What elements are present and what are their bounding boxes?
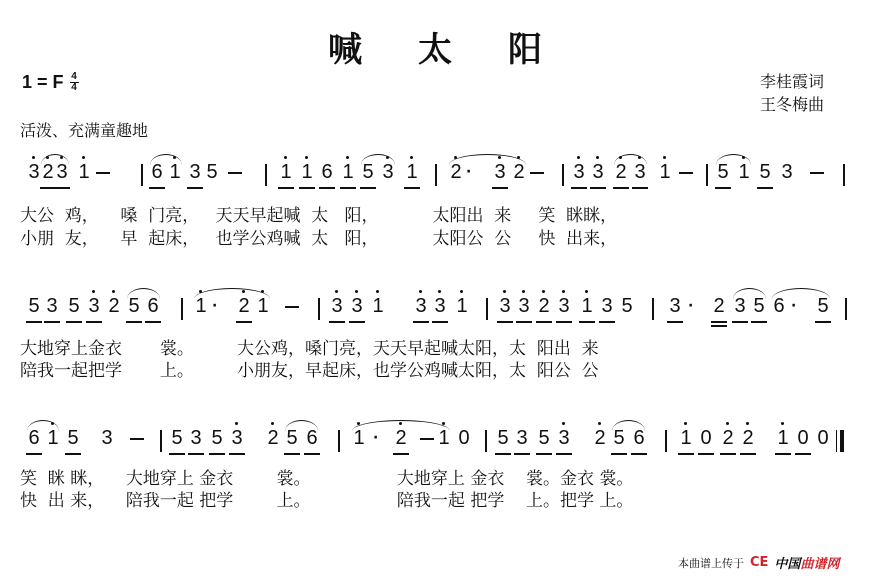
octave-dot: [92, 290, 95, 293]
octave-dot: [726, 422, 729, 425]
eighth-underline: [188, 453, 204, 455]
eighth-underline: [340, 187, 356, 189]
note: 5: [758, 162, 772, 182]
eighth-underline: [169, 453, 185, 455]
footer-credit: [678, 553, 839, 572]
eighth-underline: [404, 187, 420, 189]
augmentation-dot: ·: [688, 298, 694, 314]
barline: [141, 164, 143, 186]
note: 5: [537, 428, 551, 448]
eighth-underline: [715, 187, 731, 189]
octave-dot: [598, 422, 601, 425]
note: 3: [591, 162, 605, 182]
eighth-underline: [284, 453, 300, 455]
note: 6: [320, 162, 334, 182]
barline: [435, 164, 437, 186]
slur: [150, 154, 182, 165]
octave-dot: [271, 422, 274, 425]
time-signature: [70, 72, 79, 93]
barline: [652, 298, 654, 320]
eighth-underline: [536, 321, 552, 323]
slur: [41, 154, 69, 165]
note: 3: [668, 296, 682, 316]
note: 1: [300, 162, 314, 182]
note: 3: [433, 296, 447, 316]
sustain-dash: [530, 172, 544, 174]
eighth-underline: [145, 321, 161, 323]
eighth-underline: [26, 453, 42, 455]
octave-dot: [410, 156, 413, 159]
sustain-dash: [228, 172, 242, 174]
note: 2: [107, 296, 121, 316]
eighth-underline: [720, 453, 736, 455]
eighth-underline: [698, 453, 714, 455]
note: 3: [633, 162, 647, 182]
eighth-underline: [711, 321, 727, 323]
slur: [733, 288, 766, 299]
augmentation-dot: ·: [373, 430, 379, 446]
slur: [127, 288, 160, 299]
note: 1: [46, 428, 60, 448]
note: 5: [361, 162, 375, 182]
octave-dot: [305, 156, 308, 159]
lyrics-row-2-verse-2: 陪我一起把学 上。 小朋友，早起床，也学公鸡喊太阳，太 阳公 公: [20, 361, 599, 381]
note: 6: [150, 162, 164, 182]
barline: [265, 164, 267, 186]
eighth-underline: [360, 187, 376, 189]
upload-text: 本曲谱上传于: [678, 556, 744, 570]
note: 2: [721, 428, 735, 448]
eighth-underline: [536, 453, 552, 455]
eighth-underline: [667, 321, 683, 323]
eighth-underline: [514, 453, 530, 455]
note: 2: [741, 428, 755, 448]
slur: [285, 420, 318, 431]
eighth-underline: [732, 321, 748, 323]
note: 3: [517, 296, 531, 316]
eighth-underline: [678, 453, 694, 455]
note: 0: [796, 428, 810, 448]
note: 5: [27, 296, 41, 316]
note: 1: [279, 162, 293, 182]
eighth-underline: [556, 453, 572, 455]
note: 2: [512, 162, 526, 182]
octave-dot: [522, 290, 525, 293]
sustain-dash: [810, 172, 824, 174]
note: 5: [127, 296, 141, 316]
note: 3: [101, 427, 113, 449]
key-signature: [22, 72, 79, 93]
note: 1: [352, 428, 366, 448]
note: 0: [458, 427, 470, 449]
eighth-underline: [590, 187, 606, 189]
song-title: 喊太阳: [328, 30, 598, 70]
note: 1: [437, 428, 451, 448]
barline: [665, 430, 667, 452]
note: 3: [381, 162, 395, 182]
eighth-underline: [795, 453, 811, 455]
note: 5: [716, 162, 730, 182]
time-sig-numerator: 4: [71, 71, 77, 82]
note: 5: [285, 428, 299, 448]
note: 6: [773, 295, 785, 317]
octave-dot: [112, 290, 115, 293]
slur: [361, 154, 395, 165]
note: 3: [414, 296, 428, 316]
key-label: 1 = F: [22, 72, 64, 92]
note: 6: [27, 428, 41, 448]
composer: 王冬梅曲: [760, 95, 825, 114]
octave-dot: [460, 290, 463, 293]
note: 3: [330, 296, 344, 316]
note: 3: [781, 161, 793, 183]
lyrics-row-3-verse-2: 快 出 来， 陪我一起 把学 上。 陪我一起 把学 上。把学 上。: [20, 491, 634, 511]
note: 5: [206, 161, 218, 183]
staff-row-1: [0, 152, 870, 192]
barline: [318, 298, 320, 320]
eighth-underline: [329, 321, 345, 323]
slur: [612, 420, 645, 431]
note: 3: [188, 162, 202, 182]
slur: [27, 420, 59, 431]
note: 5: [170, 428, 184, 448]
eighth-underline: [413, 321, 429, 323]
tempo-marking: 活泼、充满童趣地: [20, 121, 149, 140]
octave-dot: [542, 290, 545, 293]
octave-dot: [562, 290, 565, 293]
note: 3: [189, 428, 203, 448]
eighth-underline: [393, 453, 409, 455]
eighth-underline: [149, 187, 165, 189]
lyrics-row-3-verse-1: 笑 眯 眯， 大地穿上 金衣 裳。 大地穿上 金衣 裳。金衣 裳。: [20, 469, 634, 489]
eighth-underline: [775, 453, 791, 455]
octave-dot: [577, 156, 580, 159]
eighth-underline: [579, 321, 595, 323]
slur: [449, 154, 526, 165]
barline: [181, 298, 183, 320]
octave-dot: [355, 290, 358, 293]
note: 1: [455, 296, 469, 316]
note: 1: [679, 428, 693, 448]
barline: [160, 430, 162, 452]
note: 3: [27, 162, 41, 182]
octave-dot: [346, 156, 349, 159]
note: 5: [67, 296, 81, 316]
sustain-dash: [420, 438, 434, 440]
eighth-underline: [65, 453, 81, 455]
octave-dot: [335, 290, 338, 293]
eighth-underline: [495, 453, 511, 455]
note: 2: [712, 296, 726, 316]
eighth-underline: [611, 453, 627, 455]
eighth-underline: [631, 453, 647, 455]
octave-dot: [663, 156, 666, 159]
octave-dot: [585, 290, 588, 293]
eighth-underline: [66, 321, 82, 323]
note: 2: [41, 162, 55, 182]
eighth-underline: [599, 321, 615, 323]
octave-dot: [376, 290, 379, 293]
eighth-underline: [236, 321, 252, 323]
lyrics-row-2-verse-1: 大地穿上金衣 裳。 大公鸡，嗓门亮，天天早起喊太阳，太 阳出 来: [20, 339, 599, 359]
lyricist: 李桂霞词: [760, 72, 825, 91]
slur: [614, 154, 647, 165]
barline: [485, 430, 487, 452]
note: 1: [737, 162, 751, 182]
octave-dot: [596, 156, 599, 159]
staff-row-2: [0, 286, 870, 326]
note: 3: [350, 296, 364, 316]
note: 5: [66, 428, 80, 448]
eighth-underline: [349, 321, 365, 323]
note: 3: [600, 296, 614, 316]
note: 3: [498, 296, 512, 316]
eighth-underline: [187, 187, 203, 189]
eighth-underline: [86, 321, 102, 323]
note: 3: [230, 428, 244, 448]
eighth-underline: [319, 187, 335, 189]
eighth-underline: [432, 321, 448, 323]
eighth-underline: [556, 321, 572, 323]
note: 2: [237, 296, 251, 316]
sustain-dash: [130, 438, 144, 440]
note: 0: [699, 428, 713, 448]
credits: [760, 70, 824, 116]
sustain-dash: [285, 306, 299, 308]
note: 5: [496, 428, 510, 448]
note: 0: [817, 427, 829, 449]
barline: [562, 164, 564, 186]
note: 2: [266, 428, 280, 448]
octave-dot: [284, 156, 287, 159]
eighth-underline: [209, 453, 225, 455]
note: 5: [612, 428, 626, 448]
eighth-underline: [571, 187, 587, 189]
note: 3: [515, 428, 529, 448]
note: 1: [658, 162, 672, 182]
eighth-underline: [751, 321, 767, 323]
barline: [338, 430, 340, 452]
time-sig-denominator: 4: [71, 82, 77, 93]
note: 1: [168, 162, 182, 182]
note: 6: [305, 428, 319, 448]
sustain-dash: [679, 172, 693, 174]
eighth-underline: [304, 453, 320, 455]
note: 1: [256, 296, 270, 316]
note: 5: [816, 296, 830, 316]
note: 5: [210, 428, 224, 448]
augmentation-dot: ·: [466, 164, 472, 180]
eighth-underline: [299, 187, 315, 189]
eighth-underline: [740, 453, 756, 455]
eighth-underline: [26, 321, 42, 323]
augmentation-dot: ·: [791, 298, 797, 314]
note: 5: [752, 296, 766, 316]
note: 3: [557, 428, 571, 448]
staff-row-3: [0, 418, 870, 458]
note: 2: [394, 428, 408, 448]
eighth-underline: [44, 321, 60, 323]
note: 1: [580, 296, 594, 316]
note: 3: [572, 162, 586, 182]
note: 3: [733, 296, 747, 316]
barline: [843, 164, 845, 186]
note: 2: [614, 162, 628, 182]
octave-dot: [82, 156, 85, 159]
final-barline: [836, 430, 842, 452]
eighth-underline: [632, 187, 648, 189]
note: 1: [194, 296, 208, 316]
lyrics-row-1-verse-2: 小朋 友， 早 起床， 也学公鸡喊 太 阳， 太阳公 公 快 出来，: [20, 229, 618, 249]
octave-dot: [503, 290, 506, 293]
eighth-underline: [497, 321, 513, 323]
note: 3: [45, 296, 59, 316]
note: 3: [493, 162, 507, 182]
octave-dot: [32, 156, 35, 159]
eighth-underline: [229, 453, 245, 455]
note: 1: [776, 428, 790, 448]
slur: [772, 288, 830, 299]
octave-dot: [746, 422, 749, 425]
sixteenth-underline: [711, 325, 727, 327]
note: 1: [341, 162, 355, 182]
site-name[interactable]: 中国曲谱网: [774, 557, 840, 572]
barline: [706, 164, 708, 186]
note: 6: [146, 296, 160, 316]
note: 1: [371, 296, 385, 316]
site-logo-icon: CE: [750, 555, 769, 570]
sustain-dash: [96, 172, 110, 174]
slur: [194, 288, 270, 299]
octave-dot: [438, 290, 441, 293]
lyrics-row-1-verse-1: 大公 鸡， 嗓 门亮， 天天早起喊 太 阳， 太阳出 来 笑 眯眯，: [20, 206, 618, 226]
eighth-underline: [126, 321, 142, 323]
eighth-underline: [757, 187, 773, 189]
octave-dot: [684, 422, 687, 425]
slur: [352, 420, 450, 431]
note: 3: [557, 296, 571, 316]
slur: [716, 154, 751, 165]
note: 2: [593, 428, 607, 448]
octave-dot: [235, 422, 238, 425]
eighth-underline: [54, 187, 70, 189]
note: 2: [449, 162, 463, 182]
eighth-underline: [278, 187, 294, 189]
barline: [845, 298, 847, 320]
octave-dot: [781, 422, 784, 425]
octave-dot: [419, 290, 422, 293]
augmentation-dot: ·: [212, 298, 218, 314]
eighth-underline: [492, 187, 508, 189]
eighth-underline: [613, 187, 629, 189]
note: 1: [405, 162, 419, 182]
note: 1: [77, 162, 91, 182]
eighth-underline: [815, 321, 831, 323]
note: 3: [55, 162, 69, 182]
note: 3: [87, 296, 101, 316]
eighth-underline: [516, 321, 532, 323]
note: 6: [632, 428, 646, 448]
note: 2: [537, 296, 551, 316]
note: 5: [621, 295, 633, 317]
octave-dot: [562, 422, 565, 425]
barline: [486, 298, 488, 320]
